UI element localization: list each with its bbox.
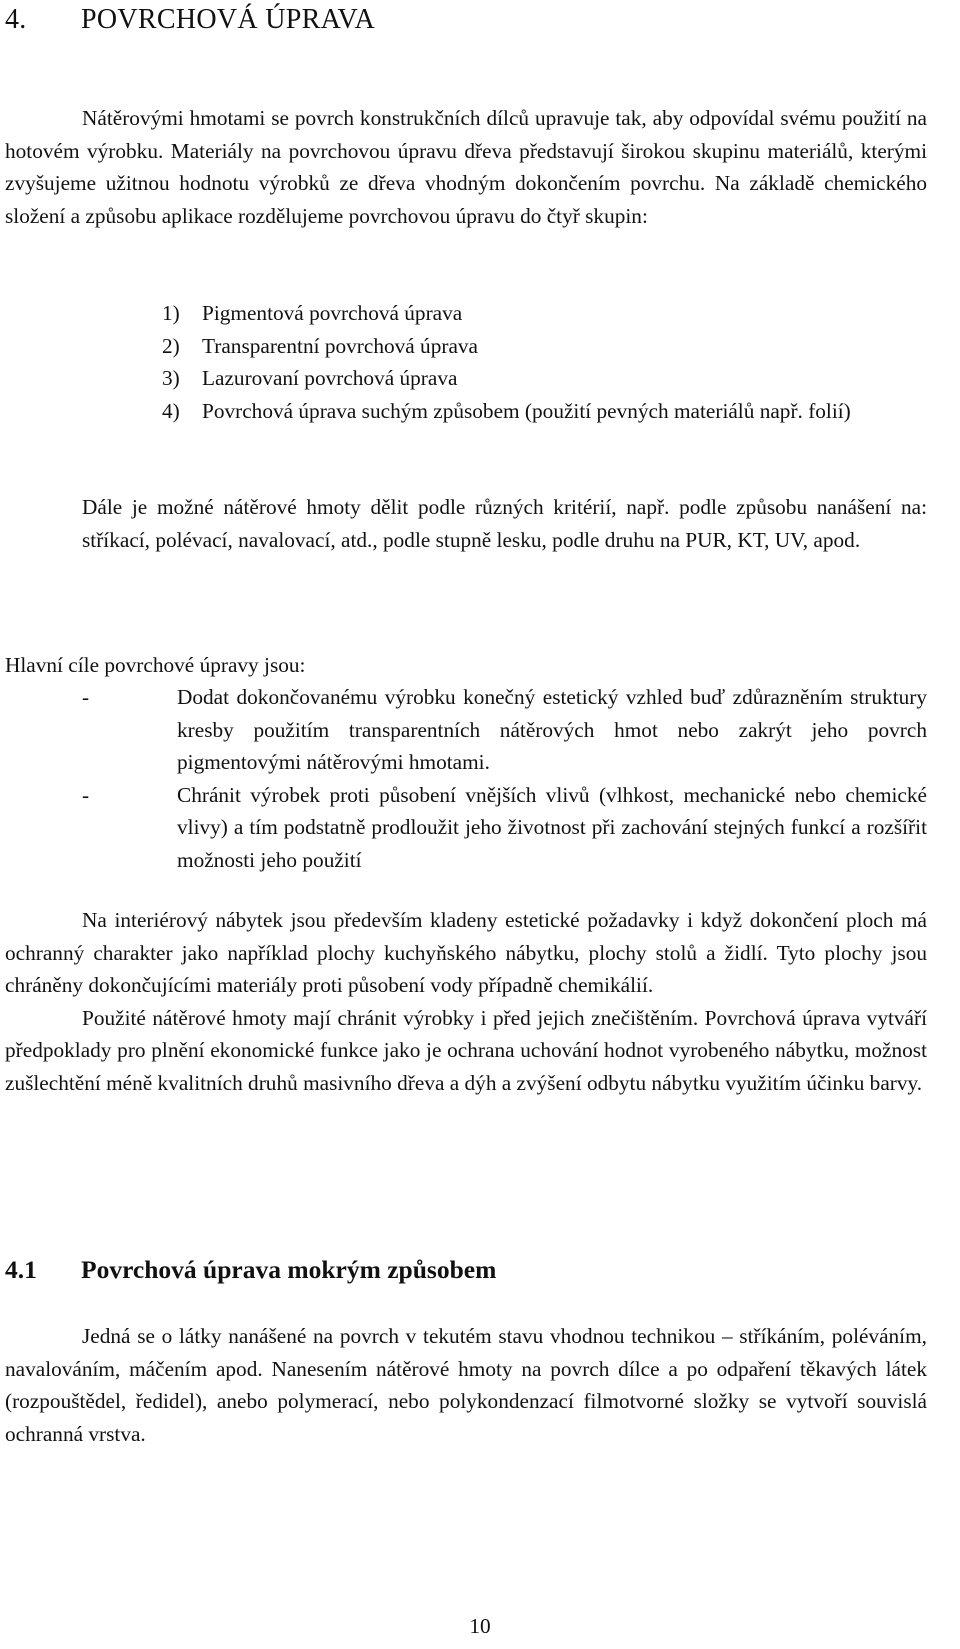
wet-method-section (5, 1320, 927, 1450)
goals-list (5, 681, 927, 876)
list-marker: - (82, 782, 90, 807)
goals-heading-block (5, 649, 927, 682)
requirements-paragraph-1: Na interiérový nábytek jsou především kladeny estetické požadavky i když dokončení ploch má ochranný charakter jako například plochy kuchyňského nábytku, plochy stolů a židlí. Tyto plochy jsou chráněny dokončujícími materiály proti působení vody případně chemikálií. (5, 908, 927, 997)
list-item-text: Lazurovaní povrchová úprava (202, 366, 458, 390)
requirements-paragraph-2: Použité nátěrové hmoty mají chránit výrobky i před jejich znečištěním. Povrchová úprava vytváří předpoklady pro plnění ekonomické funkce jako je ochrana uchování hodnot vyrobeného nábytku, možnost zušlechtění méně kvalitních druhů masivního dřeva a dýh a zvýšení odbytu nábytku využitím účinku barvy. (5, 1005, 927, 1095)
list-item-text: Pigmentová povrchová úprava (202, 301, 463, 325)
page-number: 10 (469, 1614, 491, 1638)
section-title (5, 1253, 496, 1287)
requirements-section (5, 904, 927, 1099)
classification-note-text: Dále je možné nátěrové hmoty dělit podle různých kritérií, např. podle způsobu nanášení na: stříkací, polévací, navalovací, atd., podle stupně lesku, podle druhu na PUR, KT, UV, apod. (82, 495, 927, 552)
section-title-text: Povrchová úprava mokrým způsobem (81, 1255, 497, 1284)
chapter-title-text: POVRCHOVÁ ÚPRAVA (81, 4, 375, 35)
intro-section (5, 102, 927, 232)
list-item-text: Dodat dokončovanému výrobku konečný estetický vzhled buď zdůrazněním struktury kresby použitím transparentních nátěrových hmot nebo zakrýt jeho povrch pigmentovými nátěrovými hmotami. (177, 685, 927, 774)
list-item (162, 395, 927, 428)
list-marker: 3) (162, 366, 180, 390)
list-marker: - (82, 685, 90, 709)
chapter-title (5, 2, 375, 38)
chapter-number: 4. (5, 4, 27, 35)
goals-heading: Hlavní cíle povrchové úpravy jsou: (5, 653, 306, 677)
list-marker: 4) (162, 398, 180, 423)
list-item (5, 779, 927, 877)
list-item-text: Transparentní povrchová úprava (202, 333, 478, 358)
list-item (5, 681, 927, 779)
classification-note (82, 491, 927, 556)
wet-method-paragraph: Jedná se o látky nanášené na povrch v tekutém stavu vhodnou technikou – stříkáním, poléváním, navalováním, máčením apod. Nanesením nátěrové hmoty na povrch dílce a po odpaření těkavých látek (rozpouštědel, ředidel), anebo polymerací, nebo polykondenzací filmotvorné složky se vytvoří souvislá ochranná vrstva. (5, 1324, 927, 1446)
list-item-text: Chránit výrobek proti působení vnějších vlivů (vlhkost, mechanické nebo chemické vlivy) a tím podstatně prodloužit jeho životnost při zachování stejných funkcí a rozšířit možnosti jeho použití (177, 782, 927, 872)
list-item (162, 362, 927, 395)
surface-treatment-groups-list (162, 297, 927, 427)
list-marker: 2) (162, 333, 180, 358)
list-item (162, 297, 927, 330)
list-marker: 1) (162, 301, 180, 325)
list-item (162, 330, 927, 363)
section-number: 4.1 (5, 1255, 37, 1284)
list-item-text: Povrchová úprava suchým způsobem (použití pevných materiálů např. folií) (202, 398, 851, 423)
intro-paragraph: Nátěrovými hmotami se povrch konstrukčních dílců upravuje tak, aby odpovídal svému použití na hotovém výrobku. Materiály na povrchovou úpravu dřeva představují širokou skupinu materiálů, kterými zvyšujeme užitnou hodnotu výrobků ze dřeva vhodným dokončením povrchu. Na základě chemického složení a způsobu aplikace rozdělujeme povrchovou úpravu do čtyř skupin: (5, 106, 927, 228)
